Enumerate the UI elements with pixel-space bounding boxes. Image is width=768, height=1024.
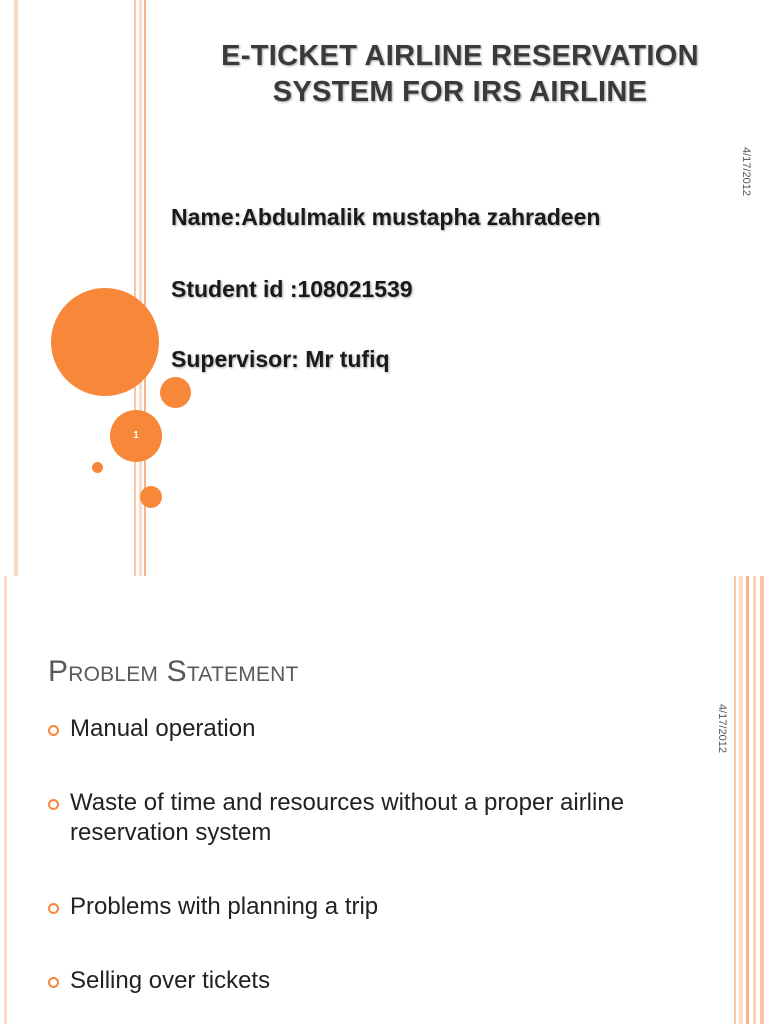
slide-title-line1: E-TICKET AIRLINE RESERVATION bbox=[221, 40, 699, 72]
slide-title: Problem Statement bbox=[48, 655, 299, 688]
presenter-name: Name:Abdulmalik mustapha zahradeen bbox=[171, 204, 601, 230]
left-stripe-decoration bbox=[14, 0, 18, 576]
ring-bullet-icon bbox=[48, 799, 59, 810]
problem-statement-slide bbox=[0, 576, 768, 1024]
student-id: Student id :108021539 bbox=[171, 276, 413, 302]
stripe-decoration bbox=[753, 576, 756, 1024]
stripe-decoration bbox=[739, 576, 743, 1024]
left-stripe-decoration bbox=[4, 576, 7, 1024]
list-item-text: Selling over tickets bbox=[70, 967, 271, 994]
small-circle-decoration bbox=[140, 486, 162, 508]
list-item-text: Waste of time and resources without a proper airline reservation system bbox=[70, 789, 625, 846]
list-item bbox=[48, 966, 668, 996]
small-circle-decoration bbox=[160, 377, 191, 408]
slide-date: 4/17/2012 bbox=[716, 704, 728, 753]
stripe-decoration bbox=[134, 0, 136, 576]
slide-date: 4/17/2012 bbox=[740, 147, 752, 196]
list-item-text: Manual operation bbox=[70, 715, 256, 742]
list-item bbox=[48, 892, 668, 922]
slide-title bbox=[170, 38, 750, 110]
slide-title-line2: SYSTEM FOR IRS AIRLINE bbox=[272, 76, 648, 108]
ring-bullet-icon bbox=[48, 725, 59, 736]
large-circle-decoration bbox=[51, 288, 159, 396]
slide-number: 1 bbox=[133, 430, 139, 441]
ring-bullet-icon bbox=[48, 977, 59, 988]
bullet-list bbox=[48, 714, 668, 996]
list-item bbox=[48, 788, 630, 848]
supervisor: Supervisor: Mr tufiq bbox=[171, 346, 390, 372]
tiny-circle-decoration bbox=[92, 462, 103, 473]
stripe-decoration bbox=[746, 576, 749, 1024]
stripe-decoration bbox=[760, 576, 764, 1024]
ring-bullet-icon bbox=[48, 903, 59, 914]
list-item bbox=[48, 714, 668, 744]
list-item-text: Problems with planning a trip bbox=[70, 893, 379, 920]
stripe-decoration bbox=[734, 576, 736, 1024]
